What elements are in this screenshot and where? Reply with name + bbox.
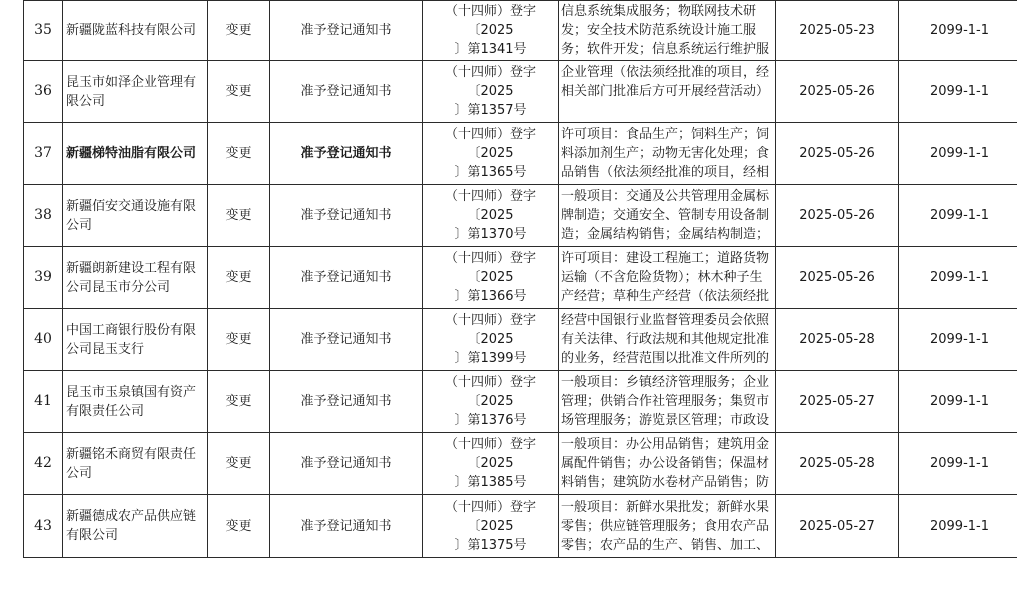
table-row (24, 309, 1017, 371)
company-name-cell: 新疆陇蓝科技有限公司 (63, 1, 208, 61)
change-type-cell: 变更 (208, 1, 270, 61)
table-row (24, 495, 1017, 558)
row-number-cell: 40 (24, 309, 63, 371)
document-number-line-2: 〕第1370号 (454, 227, 527, 242)
document-number-cell (423, 495, 559, 558)
company-name-cell: 昆玉市玉泉镇国有资产有限责任公司 (63, 371, 208, 433)
business-scope-cell (559, 61, 776, 123)
company-name-cell: 昆玉市如泽企业管理有限公司 (63, 61, 208, 123)
business-scope-text: 信息系统集成服务；物联网技术研发；安全技术防范系统设计施工服务；软件开发；信息系统运行维护服 (561, 4, 770, 57)
approval-date-cell: 2025-05-27 (776, 371, 899, 433)
registration-table (23, 0, 1017, 558)
row-number-cell: 36 (24, 61, 63, 123)
approval-date-cell: 2025-05-28 (776, 309, 899, 371)
expiry-date-cell: 2099-1-1 (899, 433, 1017, 495)
business-scope-text: 一般项目：办公用品销售；建筑用金属配件销售；办公设备销售；保温材料销售；建筑防水卷材产品销售；防 (561, 437, 770, 490)
document-number-line-2: 〕第1341号 (454, 42, 527, 57)
company-name-cell: 新疆佰安交通设施有限公司 (63, 185, 208, 247)
company-name-cell: 新疆梯特油脂有限公司 (63, 123, 208, 185)
approval-date-cell: 2025-05-28 (776, 433, 899, 495)
document-number-line-1: （十四师）登字〔2025 (444, 4, 536, 38)
table-body (24, 1, 1017, 558)
approval-date-cell: 2025-05-26 (776, 61, 899, 123)
business-scope-text: 经营中国银行业监督管理委员会依照有关法律、行政法规和其他规定批准的业务，经营范围以批准文件所列的 (561, 313, 770, 366)
change-type-cell: 变更 (208, 495, 270, 558)
document-type-cell: 准予登记通知书 (270, 495, 423, 558)
company-name-cell: 新疆德成农产品供应链有限公司 (63, 495, 208, 558)
document-number-cell (423, 1, 559, 61)
document-number-line-2: 〕第1366号 (454, 289, 527, 304)
change-type-cell: 变更 (208, 185, 270, 247)
row-number-cell: 43 (24, 495, 63, 558)
business-scope-text: 许可项目：建设工程施工；道路货物运输（不含危险货物）；林木种子生产经营；草种生产经营（依法须经批 (561, 251, 770, 304)
change-type-cell: 变更 (208, 61, 270, 123)
document-type-cell: 准予登记通知书 (270, 371, 423, 433)
document-number-line-1: （十四师）登字〔2025 (444, 127, 536, 161)
table-row (24, 433, 1017, 495)
approval-date-cell: 2025-05-27 (776, 495, 899, 558)
business-scope-cell (559, 185, 776, 247)
document-number-cell (423, 309, 559, 371)
table-row (24, 371, 1017, 433)
document-number-line-2: 〕第1399号 (454, 351, 527, 366)
business-scope-cell (559, 495, 776, 558)
row-number-cell: 41 (24, 371, 63, 433)
expiry-date-cell: 2099-1-1 (899, 371, 1017, 433)
document-number-line-1: （十四师）登字〔2025 (444, 251, 536, 285)
document-number-line-2: 〕第1376号 (454, 413, 527, 428)
document-number-cell (423, 371, 559, 433)
document-number-cell (423, 185, 559, 247)
document-number-cell (423, 61, 559, 123)
document-number-line-2: 〕第1385号 (454, 475, 527, 490)
business-scope-cell (559, 123, 776, 185)
row-number-cell: 38 (24, 185, 63, 247)
business-scope-text: 一般项目：新鲜水果批发；新鲜水果零售；供应链管理服务；食用农产品零售；农产品的生产、销售、加工、 (561, 499, 770, 553)
business-scope-text: 企业管理（依法须经批准的项目，经相关部门批准后方可开展经营活动） (561, 65, 770, 99)
row-number-cell: 42 (24, 433, 63, 495)
registration-table-page (23, 0, 1007, 591)
document-number-cell (423, 247, 559, 309)
document-number-line-1: （十四师）登字〔2025 (444, 313, 536, 347)
row-number-cell: 39 (24, 247, 63, 309)
business-scope-cell (559, 247, 776, 309)
business-scope-cell (559, 371, 776, 433)
document-number-line-1: （十四师）登字〔2025 (444, 499, 536, 534)
row-number-cell: 35 (24, 1, 63, 61)
expiry-date-cell: 2099-1-1 (899, 309, 1017, 371)
approval-date-cell: 2025-05-26 (776, 247, 899, 309)
approval-date-cell: 2025-05-23 (776, 1, 899, 61)
document-number-line-2: 〕第1365号 (454, 165, 527, 180)
approval-date-cell: 2025-05-26 (776, 185, 899, 247)
business-scope-text: 许可项目：食品生产；饲料生产；饲料添加剂生产；动物无害化处理；食品销售（依法须经批准的项目，经相 (561, 127, 770, 180)
table-row (24, 1, 1017, 61)
document-type-cell: 准予登记通知书 (270, 61, 423, 123)
change-type-cell: 变更 (208, 433, 270, 495)
company-name-cell: 中国工商银行股份有限公司昆玉支行 (63, 309, 208, 371)
business-scope-text: 一般项目：乡镇经济管理服务；企业管理；供销合作社管理服务；集贸市场管理服务；游览景区管理；市政设 (561, 375, 770, 428)
document-number-cell (423, 433, 559, 495)
change-type-cell: 变更 (208, 247, 270, 309)
document-number-line-2: 〕第1375号 (454, 537, 527, 553)
document-type-cell: 准予登记通知书 (270, 247, 423, 309)
change-type-cell: 变更 (208, 123, 270, 185)
expiry-date-cell: 2099-1-1 (899, 1, 1017, 61)
expiry-date-cell: 2099-1-1 (899, 185, 1017, 247)
document-type-cell: 准予登记通知书 (270, 1, 423, 61)
table-row (24, 247, 1017, 309)
approval-date-cell: 2025-05-26 (776, 123, 899, 185)
business-scope-cell (559, 1, 776, 61)
document-number-line-1: （十四师）登字〔2025 (444, 375, 536, 409)
document-type-cell: 准予登记通知书 (270, 123, 423, 185)
expiry-date-cell: 2099-1-1 (899, 247, 1017, 309)
row-number-cell: 37 (24, 123, 63, 185)
table-row (24, 123, 1017, 185)
document-type-cell: 准予登记通知书 (270, 309, 423, 371)
expiry-date-cell: 2099-1-1 (899, 61, 1017, 123)
document-number-line-1: （十四师）登字〔2025 (444, 189, 536, 223)
company-name-cell: 新疆铭禾商贸有限责任公司 (63, 433, 208, 495)
document-number-cell (423, 123, 559, 185)
table-row (24, 185, 1017, 247)
business-scope-cell (559, 309, 776, 371)
company-name-cell: 新疆朗新建设工程有限公司昆玉市分公司 (63, 247, 208, 309)
document-type-cell: 准予登记通知书 (270, 433, 423, 495)
business-scope-cell (559, 433, 776, 495)
change-type-cell: 变更 (208, 371, 270, 433)
business-scope-text: 一般项目：交通及公共管理用金属标牌制造；交通安全、管制专用设备制造；金属结构销售；金属结构制造； (561, 189, 770, 242)
expiry-date-cell: 2099-1-1 (899, 123, 1017, 185)
document-number-line-1: （十四师）登字〔2025 (444, 65, 536, 99)
expiry-date-cell: 2099-1-1 (899, 495, 1017, 558)
document-type-cell: 准予登记通知书 (270, 185, 423, 247)
change-type-cell: 变更 (208, 309, 270, 371)
table-row (24, 61, 1017, 123)
document-number-line-2: 〕第1357号 (454, 103, 527, 118)
document-number-line-1: （十四师）登字〔2025 (444, 437, 536, 471)
